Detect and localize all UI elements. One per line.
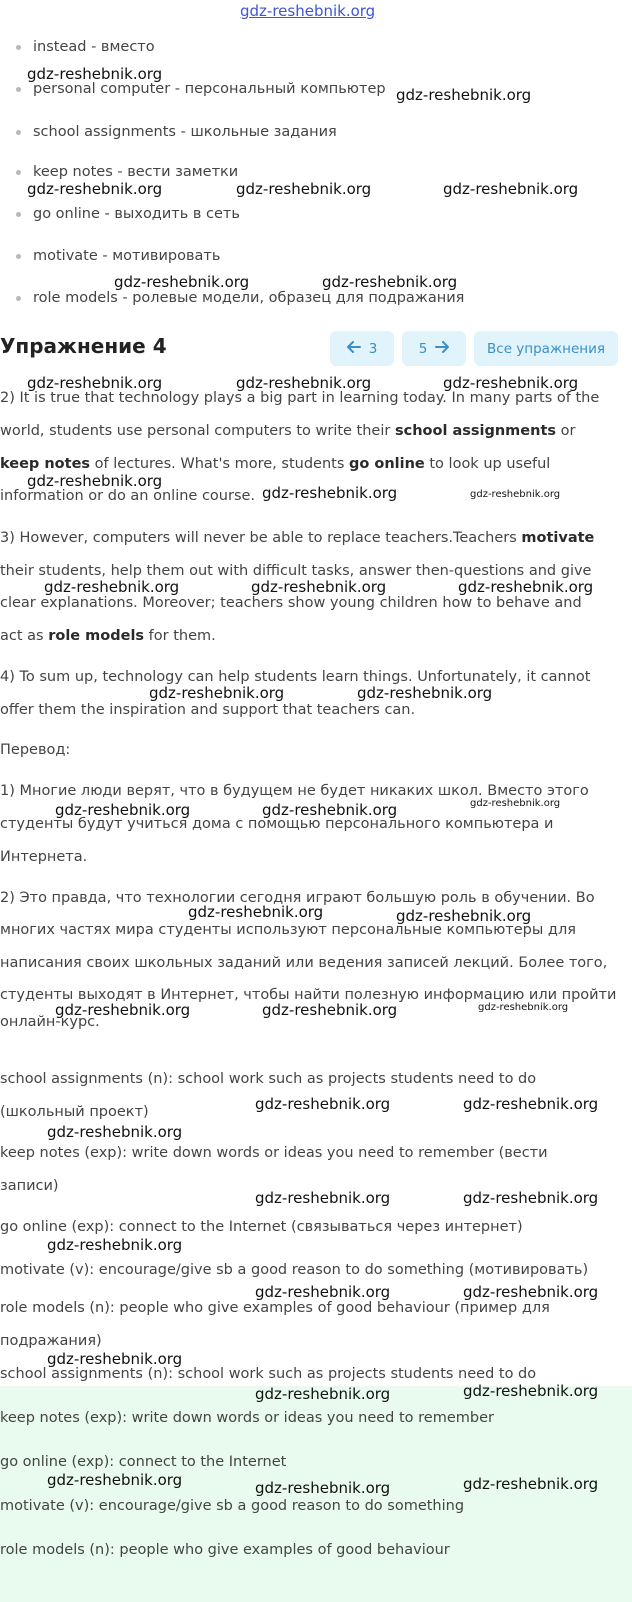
watermark: gdz-reshebnik.org — [463, 1475, 599, 1493]
definition-line: keep notes (exp): write down words or ideas you need to remember (вести — [0, 1145, 548, 1161]
watermark: gdz-reshebnik.org — [463, 1382, 599, 1400]
paragraph-line: offer them the inspiration and support that teachers can. — [0, 702, 416, 718]
watermark: gdz-reshebnik.org — [443, 180, 579, 198]
bullet — [16, 87, 21, 92]
watermark: gdz-reshebnik.org — [478, 1002, 569, 1013]
paragraph-line — [0, 530, 594, 546]
next-exercise-label: 5 — [418, 340, 428, 357]
watermark: gdz-reshebnik.org — [255, 1479, 391, 1497]
watermark: gdz-reshebnik.org — [255, 1095, 391, 1113]
list-item: motivate - мотивировать — [33, 248, 221, 264]
definition-line: role models (n): people who give examples of good behaviour (пример для — [0, 1300, 550, 1316]
bullet — [16, 170, 21, 175]
text-run: world, students use personal computers to write their — [0, 423, 395, 439]
highlight-term: go online — [348, 456, 425, 472]
paragraph-line: 1) Многие люди верят, что в будущем не будет никаких школ. Вместо этого — [0, 783, 589, 799]
bullet — [16, 254, 21, 259]
watermark: gdz-reshebnik.org — [55, 1001, 191, 1019]
exercise-title: Упражнение 4 — [0, 334, 167, 358]
watermark: gdz-reshebnik.org — [27, 472, 163, 490]
watermark: gdz-reshebnik.org — [463, 1283, 599, 1301]
highlight-term: role models — [48, 628, 145, 644]
paragraph-line: 2) It is true that technology plays a big part in learning today. In many parts of the — [0, 390, 600, 406]
bullet — [16, 212, 21, 217]
arrow-left-icon — [347, 341, 361, 357]
arrow-right-icon — [435, 341, 449, 357]
definition-line: go online (exp): connect to the Internet (связываться через интернет) — [0, 1219, 523, 1235]
definition-line: (школьный проект) — [0, 1104, 149, 1120]
watermark: gdz-reshebnik.org — [396, 86, 532, 104]
watermark: gdz-reshebnik.org — [470, 489, 561, 500]
watermark: gdz-reshebnik.org — [470, 798, 561, 809]
bullet — [16, 296, 21, 301]
watermark: gdz-reshebnik.org — [149, 684, 285, 702]
summary-line: role models (n): people who give examples of good behaviour — [0, 1542, 450, 1558]
watermark: gdz-reshebnik.org — [443, 374, 579, 392]
paragraph-line: написания своих школьных заданий или ведения записей лекций. Более того, — [0, 955, 608, 971]
paragraph-line: their students, help them out with difficult tasks, answer then-questions and give — [0, 563, 592, 579]
watermark: gdz-reshebnik.org — [262, 801, 398, 819]
watermark: gdz-reshebnik.org — [463, 1189, 599, 1207]
summary-line: motivate (v): encourage/give sb a good reason to do something — [0, 1498, 465, 1514]
paragraph-line: information or do an online course. — [0, 488, 256, 504]
paragraph-line: студенты будут учиться дома с помощью персонального компьютера и — [0, 816, 554, 832]
watermark: gdz-reshebnik.org — [114, 273, 250, 291]
watermark: gdz-reshebnik.org — [44, 578, 180, 596]
watermark: gdz-reshebnik.org — [458, 578, 594, 596]
summary-line: go online (exp): connect to the Internet — [0, 1454, 287, 1470]
watermark: gdz-reshebnik.org — [47, 1236, 183, 1254]
list-item: go online - выходить в сеть — [33, 206, 240, 222]
bullet — [16, 130, 21, 135]
list-item: personal computer - персональный компьютер — [33, 81, 386, 97]
paragraph-line: 2) Это правда, что технологии сегодня играют большую роль в обучении. Во — [0, 890, 595, 906]
text-run: or — [556, 423, 576, 439]
definition-line: motivate (v): encourage/give sb a good reason to do something (мотивировать) — [0, 1262, 589, 1278]
watermark: gdz-reshebnik.org — [188, 903, 324, 921]
list-item: instead - вместо — [33, 39, 155, 55]
paragraph-line — [0, 423, 575, 439]
watermark: gdz-reshebnik.org — [255, 1283, 391, 1301]
watermark: gdz-reshebnik.org — [262, 484, 398, 502]
paragraph-line: Интернета. — [0, 849, 88, 865]
watermark: gdz-reshebnik.org — [47, 1123, 183, 1141]
watermark: gdz-reshebnik.org — [357, 684, 493, 702]
text-run: to look up useful — [424, 456, 551, 472]
definition-line: подражания) — [0, 1333, 102, 1349]
paragraph-line: онлайн-курс. — [0, 1014, 100, 1030]
watermark: gdz-reshebnik.org — [255, 1385, 391, 1403]
watermark: gdz-reshebnik.org — [251, 578, 387, 596]
list-item: school assignments - школьные задания — [33, 124, 337, 140]
definition-line: записи) — [0, 1178, 59, 1194]
watermark: gdz-reshebnik.org — [322, 273, 458, 291]
highlight-term: keep notes — [0, 456, 91, 472]
watermark: gdz-reshebnik.org — [47, 1471, 183, 1489]
prev-exercise-button[interactable] — [330, 331, 394, 366]
highlight-term: motivate — [521, 530, 595, 546]
prev-exercise-label: 3 — [368, 340, 378, 357]
definition-line: school assignments (n): school work such as projects students need to do — [0, 1071, 537, 1087]
text-run: for them. — [144, 628, 216, 644]
watermark: gdz-reshebnik.org — [262, 1001, 398, 1019]
paragraph-line: clear explanations. Moreover; teachers show young children how to behave and — [0, 595, 582, 611]
watermark: gdz-reshebnik.org — [236, 180, 372, 198]
text-run: act as — [0, 628, 49, 644]
paragraph-line: 4) To sum up, technology can help students learn things. Unfortunately, it cannot — [0, 669, 591, 685]
watermark: gdz-reshebnik.org — [396, 907, 532, 925]
summary-line: school assignments (n): school work such as projects students need to do — [0, 1366, 537, 1382]
highlight-term: school assignments — [394, 423, 557, 439]
watermark-top-link[interactable]: gdz-reshebnik.org — [240, 2, 376, 20]
paragraph-line: многих частях мира студенты используют персональные компьютеры для — [0, 922, 576, 938]
text-run: 3) However, computers will never be able to replace teachers.Teachers — [0, 530, 522, 546]
next-exercise-button[interactable] — [402, 331, 466, 366]
text-run: of lectures. What's more, students — [90, 456, 349, 472]
watermark: gdz-reshebnik.org — [27, 180, 163, 198]
watermark: gdz-reshebnik.org — [236, 374, 372, 392]
watermark: gdz-reshebnik.org — [27, 65, 163, 83]
watermark: gdz-reshebnik.org — [27, 374, 163, 392]
watermark: gdz-reshebnik.org — [47, 1350, 183, 1368]
paragraph-line — [0, 456, 550, 472]
paragraph-line: студенты выходят в Интернет, чтобы найти полезную информацию или пройти — [0, 987, 617, 1003]
bullet — [16, 45, 21, 50]
all-exercises-button[interactable]: Все упражнения — [474, 331, 618, 366]
summary-line: keep notes (exp): write down words or ideas you need to remember — [0, 1410, 494, 1426]
watermark: gdz-reshebnik.org — [55, 801, 191, 819]
translation-label: Перевод: — [0, 742, 71, 758]
paragraph-line — [0, 628, 216, 644]
watermark: gdz-reshebnik.org — [463, 1095, 599, 1113]
watermark: gdz-reshebnik.org — [255, 1189, 391, 1207]
list-item: role models - ролевые модели, образец для подражания — [33, 290, 465, 306]
list-item: keep notes - вести заметки — [33, 164, 239, 180]
